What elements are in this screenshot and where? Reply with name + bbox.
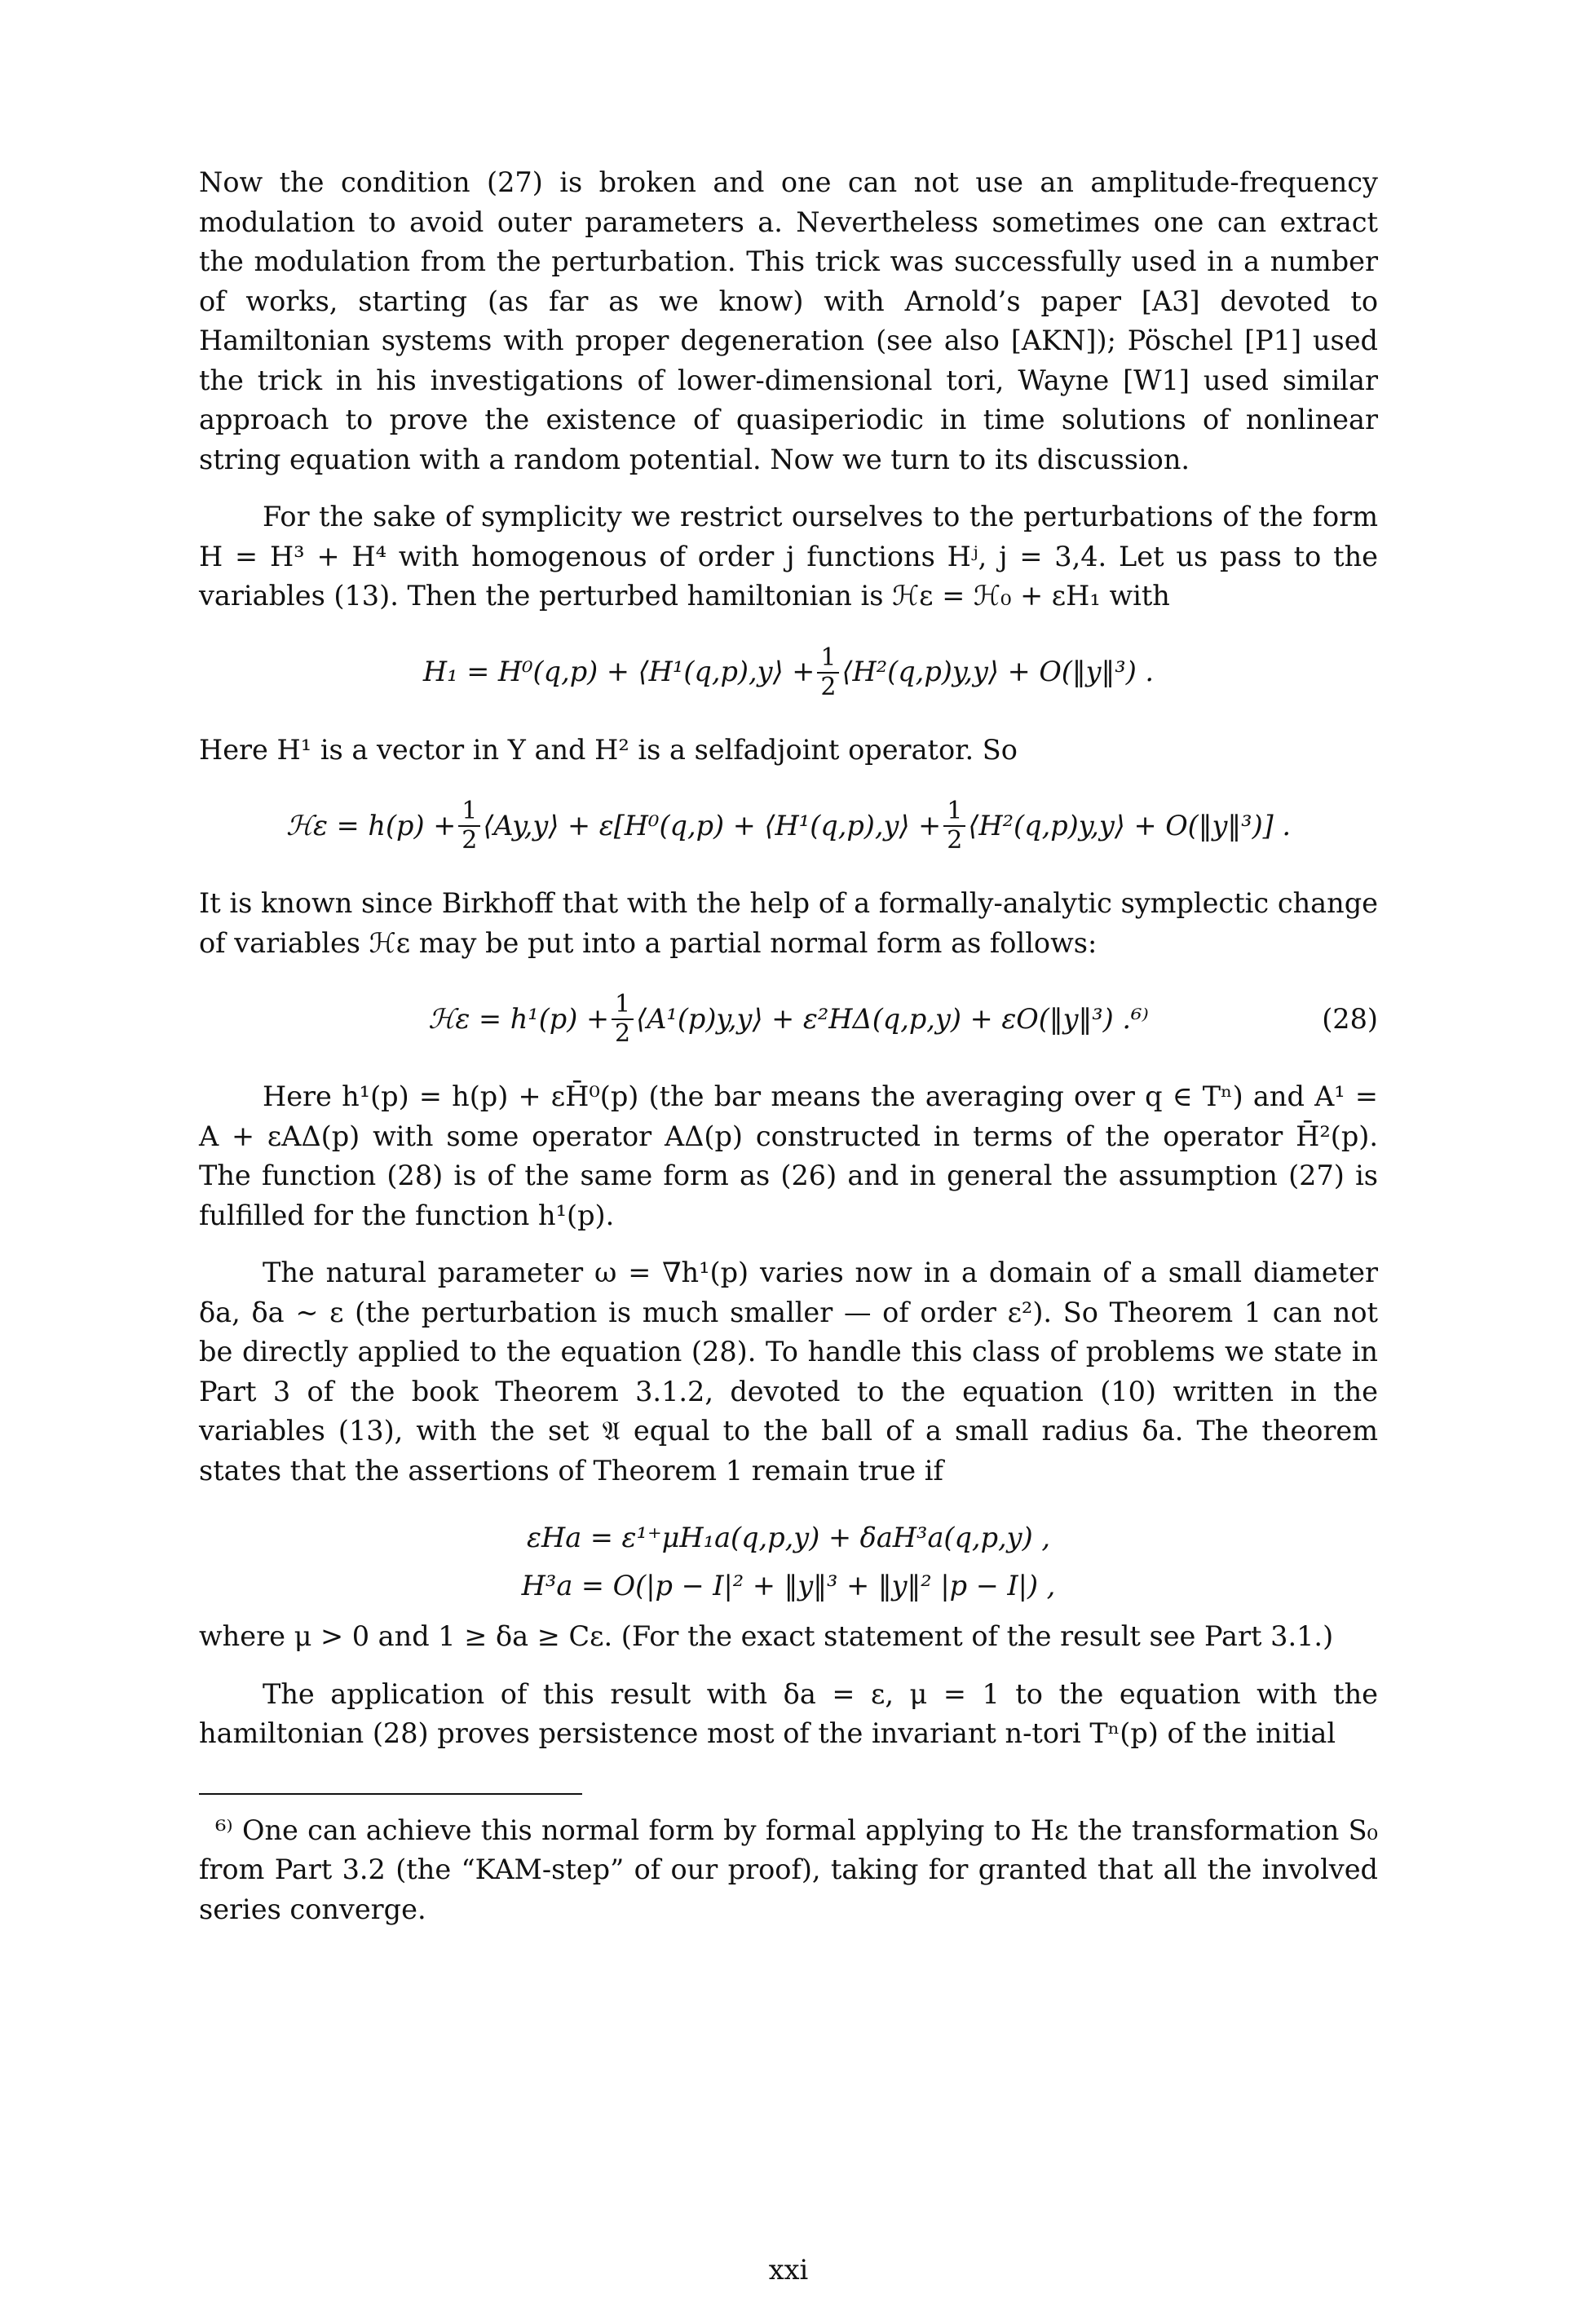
fraction-numerator: 1 [943, 797, 965, 827]
fraction-denominator: 2 [615, 1019, 631, 1048]
fraction-half [943, 797, 965, 855]
page-body [199, 163, 1378, 2286]
paragraph-3: Here H¹ is a vector in Y and H² is a selfadjoint operator. So [199, 733, 1018, 766]
equation-h3a [199, 1566, 1378, 1606]
fraction-denominator: 2 [462, 826, 478, 855]
equation-hamiltonian-right: ⟨H²(q,p)y,y⟩ + O(‖y‖³)] . [968, 809, 1292, 842]
equation-hamiltonian [199, 797, 1378, 855]
equation-number: (28) [1322, 1002, 1378, 1035]
equation-eha [199, 1518, 1378, 1558]
paragraph-4: It is known since Birkhoff that with the help of a formally-analytic symplectic change of variables ℋε may be put into a partial normal form as follows: [199, 887, 1378, 959]
paragraph-6: The natural parameter ω = ∇h¹(p) varies now in a domain of a small diameter δa, δa ∼ ε (the perturbation is much smaller — of order ε²). So Theorem 1 can not be directly applied to the equation (28). To handle this class of problems we state in Part 3 of the book Theorem 3.1.2, devoted to the equation (10) written in the variables (13), with the set 𝔄 equal to the ball of a small radius δa. The theorem states that the assertions of Theorem 1 remain true if [199, 1257, 1378, 1487]
equation-eha-text: εHa = ε¹⁺μH₁a(q,p,y) + δaH³a(q,p,y) , [527, 1522, 1050, 1553]
footnote: ⁶⁾ One can achieve this normal form by formal applying to Hε the transformation S₀ from Part 3.2 (the “KAM-step” of our proof), taking for granted that all the involved series converge. [199, 1814, 1378, 1925]
fraction-denominator: 2 [947, 826, 963, 855]
fraction-half [817, 644, 839, 701]
footnote-rule [199, 1793, 582, 1795]
equation-h1 [199, 644, 1378, 701]
equation-h3a-text: H³a = O(|p − I|² + ‖y‖³ + ‖y‖² |p − I|) , [521, 1569, 1056, 1602]
paragraph-7: where μ > 0 and 1 ≥ δa ≥ Cε. (For the exact statement of the result see Part 3.1.) [199, 1620, 1334, 1652]
equation-h1-left: H₁ = H⁰(q,p) + ⟨H¹(q,p),y⟩ + [422, 656, 815, 688]
paragraph-2: For the sake of symplicity we restrict ourselves to the perturbations of the form H = H³ + H⁴ with homogenous of order j functions Hʲ, j = 3,4. Let us pass to the variables (13). Then the perturbed hamiltonian is ℋε = ℋ₀ + εH₁ with [199, 501, 1378, 612]
fraction-numerator: 1 [817, 644, 839, 674]
paragraph-8: The application of this result with δa = ε, μ = 1 to the equation with the hamiltonian (28) proves persistence most of the invariant n-tori Tⁿ(p) of the initial [199, 1677, 1378, 1749]
fraction-denominator: 2 [820, 672, 837, 701]
fraction-half [612, 991, 634, 1048]
equation-h1-right: ⟨H²(q,p)y,y⟩ + O(‖y‖³) . [841, 656, 1155, 688]
equation-28-left: ℋε = h¹(p) + [428, 1002, 610, 1035]
fraction-numerator: 1 [458, 797, 480, 827]
page-number: xxi [768, 2254, 809, 2286]
fraction-numerator: 1 [612, 991, 634, 1020]
paragraph-1: Now the condition (27) is broken and one can not use an amplitude-frequency modulation to avoid outer parameters a. Nevertheless sometimes one can extract the modulation from the perturbation. This trick was successfully used in a number of works, starting (as far as we know) with Arnold’s paper [A3] devoted to Hamiltonian systems with proper degeneration (see also [AKN]); Pöschel [P1] used the trick in his investigations of lower-dimensional tori, Wayne [W1] used similar approach to prove the existence of quasiperiodic in time solutions of nonlinear string equation with a random potential. Now we turn to its discussion. [199, 166, 1378, 475]
equation-hamiltonian-mid: ⟨Ay,y⟩ + ε[H⁰(q,p) + ⟨H¹(q,p),y⟩ + [483, 809, 942, 842]
equation-28-right: ⟨A¹(p)y,y⟩ + ε²HΔ(q,p,y) + εO(‖y‖³) .⁶⁾ [636, 1002, 1149, 1035]
paragraph-5: Here h¹(p) = h(p) + εH̄⁰(p) (the bar means the averaging over q ∈ Tⁿ) and A¹ = A + εAΔ(p) with some operator AΔ(p) constructed in terms of the operator H̄²(p). The function (28) is of the same form as (26) and in general the assumption (27) is fulfilled for the function h¹(p). [199, 1080, 1378, 1231]
equation-28 [199, 991, 1378, 1048]
equation-hamiltonian-left: ℋε = h(p) + [285, 809, 457, 842]
fraction-half [458, 797, 480, 855]
